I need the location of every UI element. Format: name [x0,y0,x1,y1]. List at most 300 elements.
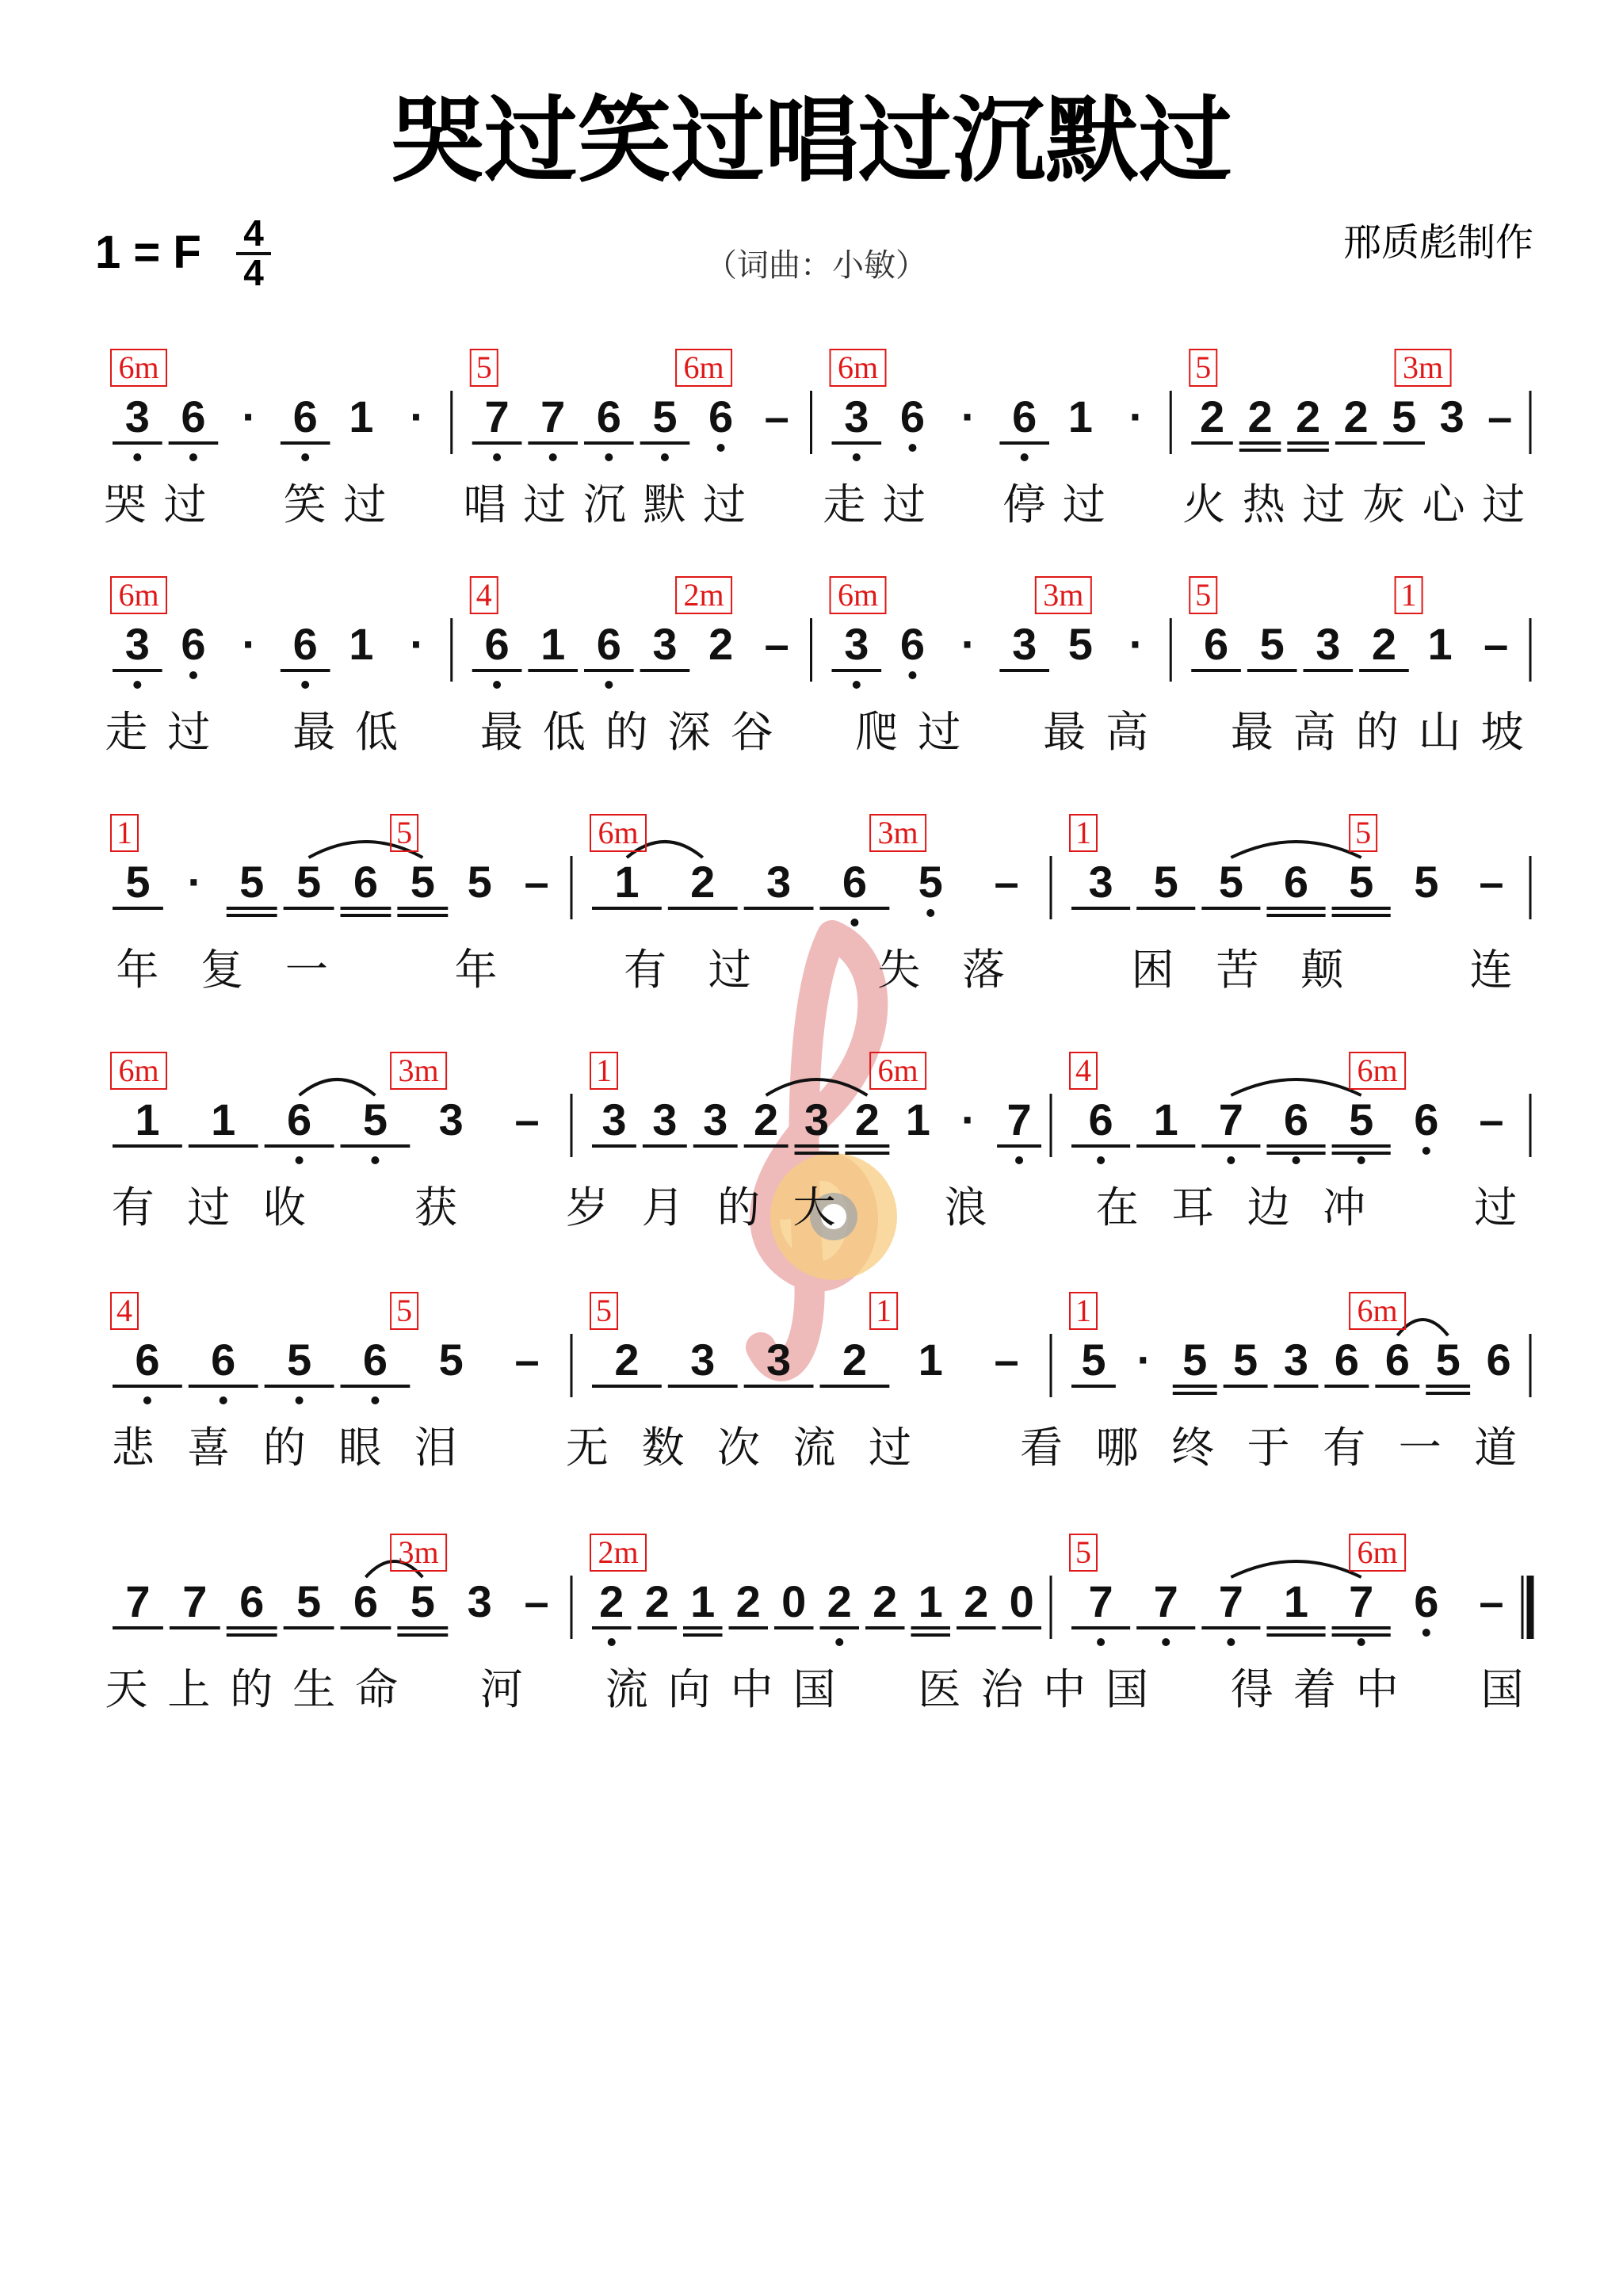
chord-symbol: 1 [596,1052,612,1088]
octave-dot [493,453,501,461]
chord-symbol: 1 [1075,1293,1091,1328]
chord-symbol: 5 [396,815,413,850]
note: 6 [362,1335,388,1385]
lyric-syllable: 浪 [944,1182,987,1232]
lyric-syllable: 的 [716,1182,760,1232]
note: 3 [1283,1335,1309,1385]
note: – [1479,1095,1504,1144]
note: 3 [467,1576,492,1626]
note: 2 [735,1576,761,1626]
lyric-syllable: 有 [111,1182,155,1232]
note: – [1484,619,1509,669]
octave-dot [1162,1638,1170,1646]
note: 3 [652,1095,678,1144]
octave-dot [1423,1629,1430,1637]
note: 5 [410,1576,435,1626]
lyric-syllable: 谷 [730,707,773,757]
note: 7 [1218,1095,1243,1144]
lyric-syllable: 耳 [1171,1182,1215,1232]
chord-symbol: 5 [1355,815,1372,850]
note: 6 [287,1095,312,1144]
lyric-syllable: 最 [1043,707,1086,757]
note: 3 [601,1095,627,1144]
chord-symbol: 5 [1195,577,1212,613]
note: 5 [1233,1335,1258,1385]
note: 3 [690,1335,716,1385]
note: 6 [708,392,734,441]
lyric-syllable: 上 [167,1664,211,1714]
octave-dot [661,453,669,461]
chord-symbol: 6m [118,1052,159,1088]
chord-symbol: 6m [1357,1534,1398,1570]
lyric-syllable: 颠 [1300,945,1344,995]
time-signature-bottom: 4 [243,252,264,293]
lyric-syllable: 默 [643,479,686,529]
note: 7 [1218,1576,1243,1626]
lyric-syllable: 过 [708,945,751,995]
measure [471,350,812,461]
key-signature: 1 = F [95,227,201,278]
lyric-syllable: 一 [1398,1423,1442,1473]
note: – [1487,392,1513,441]
octave-dot [371,1396,379,1404]
measure [590,1534,1051,1646]
note: 6 [181,392,206,441]
note: 6 [1414,1095,1439,1144]
note: 5 [1435,1335,1461,1385]
note: 5 [1259,619,1285,669]
note: – [524,857,549,907]
octave-dot [835,1638,843,1646]
note: 7 [540,392,566,441]
measure [1070,1052,1530,1164]
lyric-syllable: 获 [414,1182,457,1232]
note: 7 [1006,1095,1032,1144]
lyric-syllable: 有 [623,945,666,995]
note: 5 [1153,857,1178,907]
lyric-syllable: 流 [605,1664,648,1714]
chord-symbol: 4 [1075,1052,1091,1088]
note: 6 [211,1335,236,1385]
octave-dot [549,453,557,461]
song-title: 哭过笑过唱过沉默过 [390,86,1233,195]
lyric-syllable: 失 [877,945,921,995]
note: 5 [287,1335,312,1385]
chord-symbol: 6m [877,1052,918,1088]
octave-dot [605,453,613,461]
lyric-syllable: 低 [542,707,586,757]
note: 3 [124,392,150,441]
note: – [514,1095,540,1144]
note: 5 [1081,1335,1106,1385]
measure [1190,577,1530,682]
note: 1 [918,1576,943,1626]
note: 5 [296,857,322,907]
lyric-syllable: 喜 [187,1423,231,1473]
octave-dot [296,1396,304,1404]
note: 5 [1067,619,1093,669]
credits: （词曲：小敏） [705,247,927,284]
octave-dot [908,444,916,452]
octave-dot [143,1396,151,1404]
note: 2 [644,1576,670,1626]
lyric-syllable: 过 [918,707,961,757]
note: 6 [1384,1335,1410,1385]
note: – [1479,1576,1504,1626]
lyric-syllable: 的 [262,1423,306,1473]
lyric-syllable: 次 [716,1423,760,1473]
note: 2 [1343,392,1369,441]
note: 6 [353,1576,379,1626]
lyric-syllable: 于 [1247,1423,1290,1473]
lyric-syllable: 数 [641,1423,685,1473]
lyric-syllable: 爬 [855,707,899,757]
lyric-syllable: 哪 [1095,1423,1139,1473]
note: 7 [484,392,510,441]
note: 2 [599,1576,624,1626]
lyric-syllable: 大 [792,1182,836,1232]
lyric-syllable: 终 [1171,1423,1215,1473]
lyric-syllable: 的 [230,1664,273,1714]
note: 1 [614,857,640,907]
note: 0 [1009,1576,1034,1626]
measure [111,350,452,461]
measure [1070,815,1530,919]
lyric-syllable: 国 [1106,1664,1149,1714]
lyric-syllable: 过 [1474,1182,1518,1232]
measure [111,815,571,919]
note: 5 [410,857,435,907]
lyric-syllable: 天 [105,1664,148,1714]
lyric-syllable: 治 [980,1664,1024,1714]
lyric-syllable: 得 [1230,1664,1274,1714]
measure [111,1052,571,1164]
note: · [1128,619,1144,669]
note: 1 [905,1095,930,1144]
note: 6 [596,392,621,441]
octave-dot [301,681,309,689]
slur [1231,1561,1361,1577]
measure [590,815,1051,926]
octave-dot [189,671,197,679]
lyric-syllable: 唱 [463,479,506,529]
lyric-syllable: 年 [116,945,159,995]
note: 7 [1349,1576,1374,1626]
lyric-syllable: 过 [882,479,926,529]
note: 0 [781,1576,807,1626]
note: 1 [1153,1095,1178,1144]
note: · [242,392,257,441]
note: 1 [1283,1576,1309,1626]
note: 1 [349,619,374,669]
lyric-syllable: 过 [163,479,207,529]
chord-symbol: 3m [877,815,918,850]
note: 2 [1371,619,1397,669]
note: – [764,392,789,441]
note: 6 [1283,857,1309,907]
chord-symbol: 6m [837,350,879,385]
lyric-syllable: 年 [454,945,498,995]
measure [111,577,452,689]
lyric-syllable: 最 [479,707,523,757]
lyric-syllable: 沉 [582,479,626,529]
chord-symbol: 2m [683,577,724,613]
lyric-syllable: 高 [1293,707,1336,757]
lyric-syllable: 眼 [338,1423,382,1473]
lyric-syllable: 过 [343,479,387,529]
lyric-syllable: 的 [605,707,648,757]
note: 5 [918,857,943,907]
lyric-syllable: 困 [1131,945,1174,995]
chord-symbol: 4 [475,577,492,613]
note: 5 [1414,857,1439,907]
note: 3 [652,619,678,669]
lyric-syllable: 过 [703,479,747,529]
lyric-syllable: 中 [1355,1664,1399,1714]
lyric-syllable: 过 [869,1423,912,1473]
octave-dot [850,919,858,926]
lyric-syllable: 苦 [1216,945,1259,995]
lyric-syllable: 冲 [1323,1182,1366,1232]
note: 5 [125,857,151,907]
note: 2 [1199,392,1225,441]
lyric-syllable: 过 [187,1182,231,1232]
lyric-syllable: 无 [565,1423,609,1473]
chord-symbol: 1 [876,1293,892,1328]
note: 5 [1218,857,1243,907]
octave-dot [1021,453,1029,461]
note: 6 [292,619,318,669]
system-1 [104,350,1530,529]
note: 6 [1486,1335,1511,1385]
measure [113,1534,571,1639]
note: 2 [827,1576,852,1626]
note: 3 [804,1095,830,1144]
note: – [524,1576,549,1626]
slur [1231,1079,1361,1095]
note: · [960,392,976,441]
note: 2 [614,1335,640,1385]
chord-symbol: 3m [1403,350,1444,385]
note: 6 [239,1576,265,1626]
lyric-syllable: 看 [1020,1423,1064,1473]
note: 1 [1067,392,1093,441]
chord-symbol: 3m [1043,577,1084,613]
lyric-syllable: 深 [667,707,711,757]
lyric-syllable: 灰 [1361,479,1405,529]
note: 2 [1247,392,1273,441]
note: 5 [1182,1335,1208,1385]
note: 6 [135,1335,160,1385]
chord-symbol: 5 [1195,350,1212,385]
note: 3 [124,619,150,669]
note: · [1128,392,1144,441]
note: 6 [1334,1335,1359,1385]
note: 3 [438,1095,464,1144]
lyric-syllable: 命 [355,1664,399,1714]
octave-dot [189,453,197,461]
chord-symbol: 1 [1075,815,1091,850]
lyric-syllable: 过 [523,479,567,529]
note: 6 [353,857,379,907]
note: 5 [239,857,265,907]
measure [1190,350,1530,454]
note: · [242,619,257,669]
lyric-syllable: 低 [355,707,399,757]
lyric-syllable: 心 [1422,479,1465,529]
octave-dot [1015,1156,1023,1164]
lyric-syllable: 河 [479,1664,523,1714]
note: 3 [844,619,869,669]
lyric-syllable: 在 [1095,1182,1139,1232]
lyric-syllable: 国 [1480,1664,1524,1714]
note: 1 [918,1335,943,1385]
measure [831,350,1171,461]
note: 5 [1349,857,1374,907]
chord-symbol: 5 [475,350,492,385]
octave-dot [908,671,916,679]
note: 6 [1203,619,1229,669]
note: 7 [182,1576,208,1626]
octave-dot [1423,1147,1430,1155]
chord-symbol: 6m [1357,1052,1398,1088]
slur [300,1079,376,1095]
note: 6 [1012,392,1037,441]
lyric-syllable: 走 [105,707,148,757]
note: 1 [349,392,374,441]
chord-symbol: 6m [118,350,159,385]
note: 3 [1439,392,1465,441]
lyric-syllable: 最 [1230,707,1274,757]
note: 2 [964,1576,989,1626]
octave-dot [1097,1638,1105,1646]
note: · [1136,1335,1152,1385]
lyric-syllable: 过 [1062,479,1106,529]
note: 2 [1296,392,1321,441]
lyric-syllable: 向 [667,1664,711,1714]
lyric-syllable: 过 [167,707,211,757]
measure [1070,1293,1530,1397]
note: 6 [596,619,621,669]
lyric-syllable: 山 [1418,707,1461,757]
arranger: 邢质彪制作 [1342,220,1533,265]
lyric-syllable: 坡 [1480,707,1524,757]
note: 7 [1088,1576,1113,1626]
note: 3 [1316,619,1341,669]
octave-dot [605,681,613,689]
note: – [1479,857,1504,907]
note: 1 [211,1095,236,1144]
octave-dot [371,1156,379,1164]
octave-dot [1227,1638,1235,1646]
chord-symbol: 6m [118,577,159,613]
note: · [187,857,203,907]
octave-dot [1227,1156,1235,1164]
lyric-syllable: 着 [1293,1664,1336,1714]
octave-dot [853,681,861,689]
note: 5 [296,1576,322,1626]
octave-dot [1358,1156,1365,1164]
chord-symbol: 3m [398,1052,439,1088]
octave-dot [301,453,309,461]
lyric-syllable: 中 [730,1664,773,1714]
time-signature-top: 4 [243,212,264,254]
lyric-syllable: 国 [792,1664,836,1714]
note: 6 [899,619,926,669]
note: 2 [708,619,734,669]
lyric-syllable: 高 [1106,707,1149,757]
lyric-syllable: 哭 [103,479,147,529]
octave-dot [717,444,725,452]
octave-dot [853,453,861,461]
octave-dot [608,1638,616,1646]
note: 3 [1088,857,1113,907]
lyric-syllable: 泪 [414,1423,457,1473]
octave-dot [296,1156,304,1164]
lyric-syllable: 生 [292,1664,336,1714]
octave-dot [133,681,141,689]
chord-symbol: 6m [837,577,879,613]
lyric-syllable: 笑 [283,479,327,529]
note: 1 [135,1095,160,1144]
note: 3 [766,857,792,907]
note: · [410,619,425,669]
note: 2 [842,1335,867,1385]
note: 5 [362,1095,388,1144]
note: 1 [1427,619,1453,669]
measure [471,577,812,689]
note: 2 [854,1095,880,1144]
note: – [514,1335,540,1385]
note: – [994,857,1019,907]
chord-symbol: 2m [598,1534,639,1570]
chord-symbol: 6m [1357,1293,1398,1328]
note: 2 [873,1576,898,1626]
system-6 [105,1534,1530,1714]
note: · [960,1095,976,1144]
measure [111,1293,571,1404]
lyric-syllable: 过 [1482,479,1526,529]
octave-dot [1358,1638,1365,1646]
note: 6 [842,857,867,907]
note: 6 [484,619,510,669]
lyric-syllable: 医 [918,1664,961,1714]
note: 2 [690,857,716,907]
note: 6 [1283,1095,1309,1144]
lyric-syllable: 走 [823,479,866,529]
note: 6 [1088,1095,1113,1144]
octave-dot [926,909,934,917]
lyric-syllable: 道 [1474,1423,1518,1473]
slur [1231,842,1361,858]
note: 6 [292,392,318,441]
system-2 [105,577,1530,757]
chord-symbol: 5 [396,1293,413,1328]
note: 1 [690,1576,716,1626]
note: 6 [1414,1576,1439,1626]
measure [831,577,1171,689]
lyric-syllable: 最 [292,707,336,757]
octave-dot [1293,1156,1300,1164]
note: 5 [1392,392,1417,441]
lyric-syllable: 收 [262,1182,306,1232]
lyric-syllable: 复 [200,945,244,995]
lyric-syllable: 边 [1247,1182,1290,1232]
lyric-syllable: 有 [1323,1423,1366,1473]
note: 3 [703,1095,728,1144]
note: 3 [844,392,869,441]
note: 7 [1153,1576,1178,1626]
